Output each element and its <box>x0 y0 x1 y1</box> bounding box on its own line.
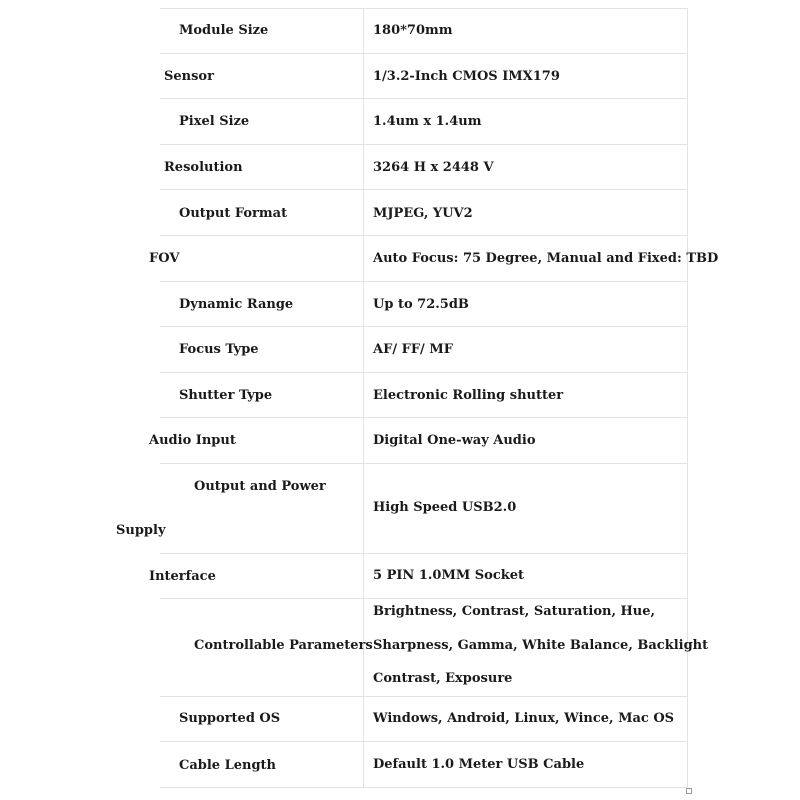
row-divider <box>160 189 688 190</box>
row-divider <box>160 53 688 54</box>
spec-value: 180*70mm <box>373 23 453 38</box>
row-divider <box>160 417 688 418</box>
spec-label: Resolution <box>164 160 243 175</box>
row-divider <box>160 235 688 236</box>
spec-label: Cable Length <box>179 758 277 773</box>
spec-label: FOV <box>149 251 180 266</box>
row-divider <box>160 598 688 599</box>
spec-value-line: Sharpness, Gamma, White Balance, Backlight <box>373 638 709 653</box>
spec-label: Sensor <box>164 69 214 84</box>
spec-value: Windows, Android, Linux, Wince, Mac OS <box>373 711 675 726</box>
spec-value: 5 PIN 1.0MM Socket <box>373 568 525 583</box>
row-divider <box>160 8 688 9</box>
row-divider <box>160 281 688 282</box>
table-right-border <box>687 8 688 788</box>
spec-value: MJPEG, YUV2 <box>373 206 473 221</box>
spec-label: Shutter Type <box>179 388 273 403</box>
row-divider <box>160 787 688 788</box>
row-divider <box>160 144 688 145</box>
spec-value: AF/ FF/ MF <box>373 342 453 357</box>
row-divider <box>160 326 688 327</box>
spec-label-line2: Supply <box>116 523 166 538</box>
row-divider <box>160 463 688 464</box>
spec-value: 1/3.2-Inch CMOS IMX179 <box>373 69 560 84</box>
spec-value: High Speed USB2.0 <box>373 500 517 515</box>
spec-label: Supported OS <box>179 711 281 726</box>
row-divider <box>160 696 688 697</box>
spec-value: Auto Focus: 75 Degree, Manual and Fixed: TBD <box>373 251 719 266</box>
spec-label-line1: Output and Power <box>194 479 326 494</box>
spec-value: Default 1.0 Meter USB Cable <box>373 757 585 772</box>
spec-label: Dynamic Range <box>179 297 294 312</box>
spec-label: Focus Type <box>179 342 259 357</box>
row-divider <box>160 98 688 99</box>
spec-value: 1.4um x 1.4um <box>373 114 482 129</box>
spec-value-line: Brightness, Contrast, Saturation, Hue, <box>373 604 656 619</box>
row-divider <box>160 372 688 373</box>
spec-label: Pixel Size <box>179 114 250 129</box>
spec-value: 3264 H x 2448 V <box>373 160 494 175</box>
resize-marker <box>686 788 692 794</box>
spec-value: Up to 72.5dB <box>373 297 469 312</box>
spec-value-line: Contrast, Exposure <box>373 671 513 686</box>
spec-label: Module Size <box>179 23 269 38</box>
spec-value: Digital One-way Audio <box>373 433 536 448</box>
row-divider <box>160 553 688 554</box>
spec-label: Controllable Parameters <box>194 638 373 653</box>
spec-label: Output Format <box>179 206 288 221</box>
column-divider <box>363 8 364 788</box>
spec-value: Electronic Rolling shutter <box>373 388 564 403</box>
spec-label: Audio Input <box>149 433 236 448</box>
spec-label: Interface <box>149 569 216 584</box>
row-divider <box>160 741 688 742</box>
